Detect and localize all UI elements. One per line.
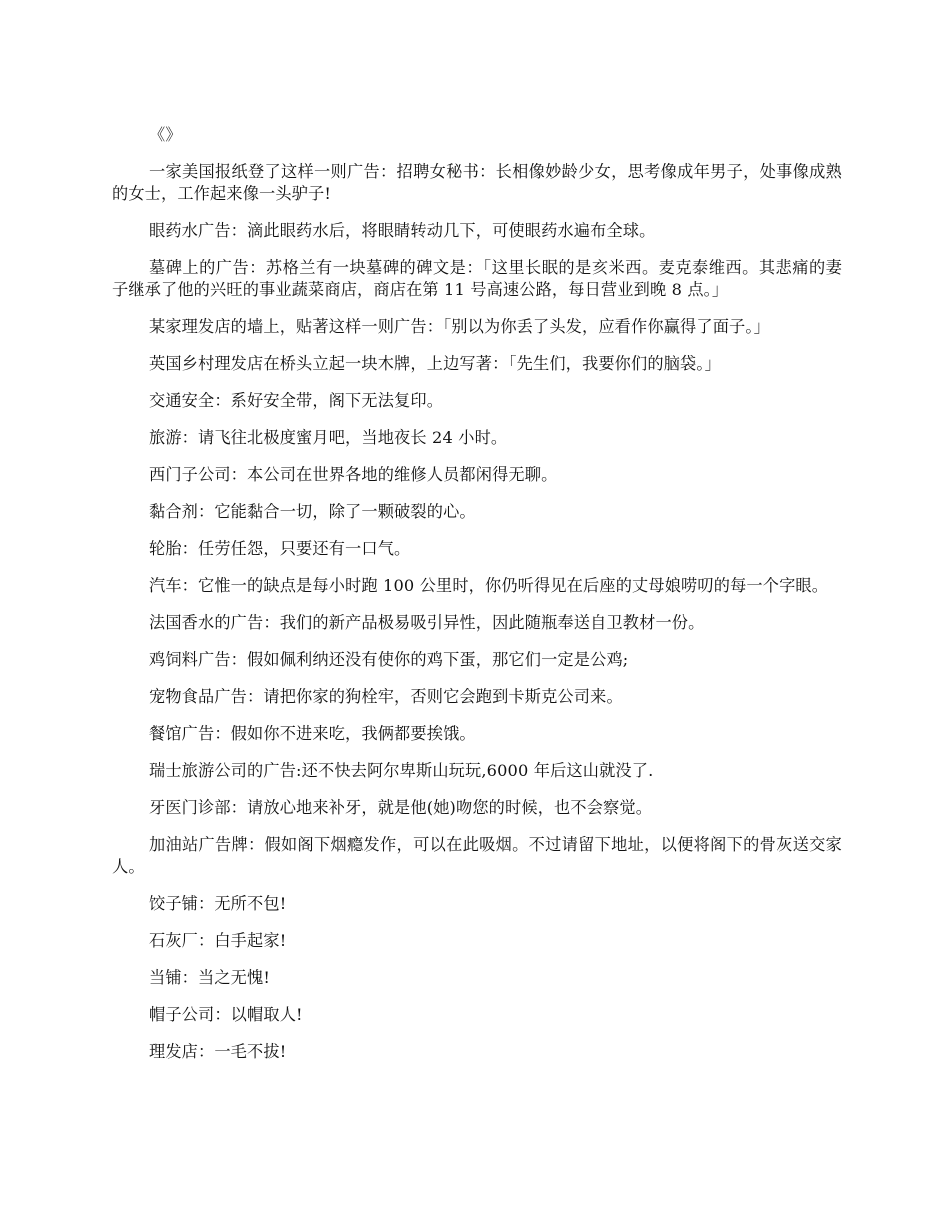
paragraph-7: 旅游：请飞往北极度蜜月吧，当地夜长 24 小时。 <box>149 428 508 447</box>
paragraph-11: 汽车：它惟一的缺点是每小时跑 100 公里时，你仍听得见在后座的丈母娘唠叨的每一个字眼。 <box>149 576 829 595</box>
paragraph-10: 轮胎：任劳任怨，只要还有一口气。 <box>149 539 411 558</box>
paragraph-20: 石灰厂：白手起家! <box>149 931 287 950</box>
paragraph-15: 餐馆广告：假如你不进来吃，我俩都要挨饿。 <box>149 724 476 743</box>
paragraph-8: 西门子公司：本公司在世界各地的维修人员都闲得无聊。 <box>149 465 558 484</box>
paragraph-3: 墓碑上的广告：苏格兰有一块墓碑的碑文是：「这里长眠的是亥米西。麦克泰维西。其悲痛的妻子继承了他的兴旺的事业蔬菜商店，商店在第 11 号高速公路，每日营业到晚 8 点。」 <box>112 258 842 299</box>
paragraph-18: 加油站广告牌：假如阁下烟瘾发作，可以在此吸烟。不过请留下地址，以便将阁下的骨灰送交家人。 <box>112 835 842 876</box>
paragraph-23: 理发店：一毛不拔! <box>149 1042 287 1061</box>
paragraph-2: 眼药水广告：滴此眼药水后，将眼睛转动几下，可使眼药水遍布全球。 <box>149 221 656 240</box>
paragraph-6: 交通安全：系好安全带，阁下无法复印。 <box>149 391 444 410</box>
document-page <box>112 124 842 1078</box>
paragraph-16: 瑞士旅游公司的广告:还不快去阿尔卑斯山玩玩,6000 年后这山就没了. <box>149 761 654 780</box>
paragraph-19: 饺子铺：无所不包! <box>149 894 287 913</box>
paragraph-12: 法国香水的广告：我们的新产品极易吸引异性，因此随瓶奉送自卫教材一份。 <box>149 613 705 632</box>
paragraph-17: 牙医门诊部：请放心地来补牙，就是他(她)吻您的时候，也不会察觉。 <box>149 798 653 817</box>
paragraph-9: 黏合剂：它能黏合一切，除了一颗破裂的心。 <box>149 502 476 521</box>
paragraph-1: 一家美国报纸登了这样一则广告：招聘女秘书：长相像妙龄少女，思考像成年男子，处事像成熟的女士，工作起来像一头驴子! <box>112 162 842 203</box>
paragraph-14: 宠物食品广告：请把你家的狗栓牢，否则它会跑到卡斯克公司来。 <box>149 687 623 706</box>
paragraph-4: 某家理发店的墙上，贴著这样一则广告：「别以为你丢了头发，应看作你赢得了面子。」 <box>149 317 770 336</box>
paragraph-22: 帽子公司：以帽取人! <box>149 1005 303 1024</box>
paragraph-21: 当铺：当之无愧! <box>149 968 271 987</box>
paragraph-13: 鸡饲料广告：假如佩利纳还没有使你的鸡下蛋，那它们一定是公鸡; <box>149 650 629 669</box>
paragraph-5: 英国乡村理发店在桥头立起一块木牌，上边写著：「先生们，我要你们的脑袋。」 <box>149 354 721 373</box>
document-title: 《》 <box>149 125 182 144</box>
